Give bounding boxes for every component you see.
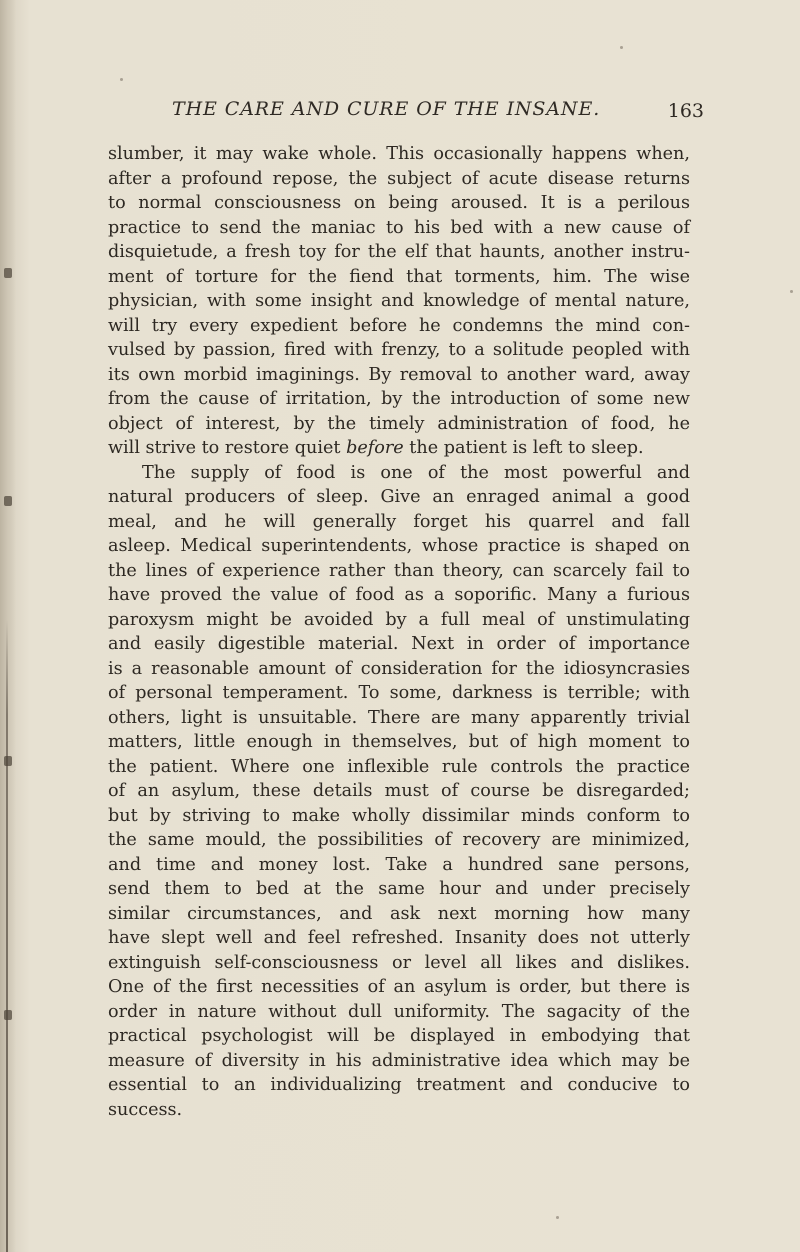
text-line: slumber, it may wake whole. This occasionally happens when, bbox=[108, 144, 690, 164]
text-line: from the cause of irritation, by the introduction of some new bbox=[108, 389, 690, 409]
margin-mark bbox=[4, 756, 12, 766]
text-line: practical psychologist will be displayed in embodying that bbox=[108, 1026, 690, 1046]
text-line: after a profound repose, the subject of acute disease returns bbox=[108, 168, 690, 189]
text-line: physician, with some insight and knowledge of mental nature, bbox=[108, 291, 690, 311]
text-line: object of interest, by the timely administration of food, he bbox=[108, 413, 690, 434]
text-line: essential to an individualizing treatment and conducive to bbox=[108, 1075, 690, 1095]
paper-speck bbox=[620, 46, 623, 49]
text-line: ment of torture for the fiend that torments, him. The wise bbox=[108, 266, 690, 287]
text-line: meal, and he will generally forget his quarrel and fall bbox=[108, 511, 690, 532]
text-line: similar circumstances, and ask next morning how many bbox=[108, 903, 690, 924]
paper-speck bbox=[556, 1216, 559, 1219]
text-line: disquietude, a fresh toy for the elf that haunts, another instru- bbox=[108, 242, 690, 262]
italic-emphasis: before bbox=[346, 438, 404, 458]
text-line: its own morbid imaginings. By removal to another ward, away bbox=[108, 364, 690, 385]
text-line: of an asylum, these details must of course be disregarded; bbox=[108, 781, 690, 801]
text-line: One of the first necessities of an asylum is order, but there is bbox=[108, 977, 690, 997]
margin-mark bbox=[4, 1010, 12, 1020]
text-line: will strive to restore quiet before the patient is left to sleep. bbox=[108, 438, 644, 458]
text-line: have slept well and feel refreshed. Insanity does not utterly bbox=[108, 928, 690, 948]
text-line: of personal temperament. To some, darkness is terrible; with bbox=[108, 683, 690, 703]
running-head-title: THE CARE AND CURE OF THE INSANE. bbox=[172, 98, 601, 120]
binding-shadow-line bbox=[6, 620, 8, 1252]
text-line: others, light is unsuitable. There are many apparently trivial bbox=[108, 707, 690, 728]
text-line: have proved the value of food as a soporific. Many a furious bbox=[108, 585, 690, 605]
text-line: to normal consciousness on being aroused. It is a perilous bbox=[108, 193, 690, 213]
text-line: measure of diversity in his administrative idea which may be bbox=[108, 1050, 690, 1071]
body-text bbox=[108, 142, 690, 1122]
page-number: 163 bbox=[667, 100, 704, 122]
text-line: success. bbox=[108, 1099, 183, 1120]
paper-speck bbox=[120, 78, 123, 81]
text-line: natural producers of sleep. Give an enraged animal a good bbox=[108, 487, 690, 507]
text-line: is a reasonable amount of consideration for the idiosyncrasies bbox=[108, 658, 690, 679]
text-line: matters, little enough in themselves, but of high moment to bbox=[108, 732, 690, 752]
text-line: paroxysm might be avoided by a full meal of unstimulating bbox=[108, 609, 690, 630]
text-line: the lines of experience rather than theory, can scarcely fail to bbox=[108, 560, 690, 581]
text-line: asleep. Medical superintendents, whose practice is shaped on bbox=[108, 536, 690, 556]
text-line: the patient. Where one inflexible rule controls the practice bbox=[108, 756, 690, 777]
text-line: but by striving to make wholly dissimilar minds conform to bbox=[108, 805, 690, 826]
margin-mark bbox=[4, 268, 12, 278]
paper-speck bbox=[790, 290, 793, 293]
text-line: extinguish self-consciousness or level all likes and dislikes. bbox=[108, 952, 690, 973]
text-line: and easily digestible material. Next in order of importance bbox=[108, 634, 690, 654]
running-head bbox=[108, 98, 708, 128]
text-line: practice to send the maniac to his bed with a new cause of bbox=[108, 217, 690, 238]
margin-mark bbox=[4, 496, 12, 506]
text-line: the same mould, the possibilities of recovery are minimized, bbox=[108, 830, 690, 850]
text-line-paragraph-start: The supply of food is one of the most powerful and bbox=[142, 462, 690, 483]
page-binding-edge bbox=[0, 0, 16, 1252]
text-line: will try every expedient before he condemns the mind con- bbox=[108, 315, 690, 336]
text-line: order in nature without dull uniformity. The sagacity of the bbox=[108, 1001, 690, 1022]
text-line: and time and money lost. Take a hundred sane persons, bbox=[108, 854, 690, 875]
text-line: send them to bed at the same hour and under precisely bbox=[108, 879, 690, 899]
text-line: vulsed by passion, fired with frenzy, to a solitude peopled with bbox=[108, 340, 690, 360]
